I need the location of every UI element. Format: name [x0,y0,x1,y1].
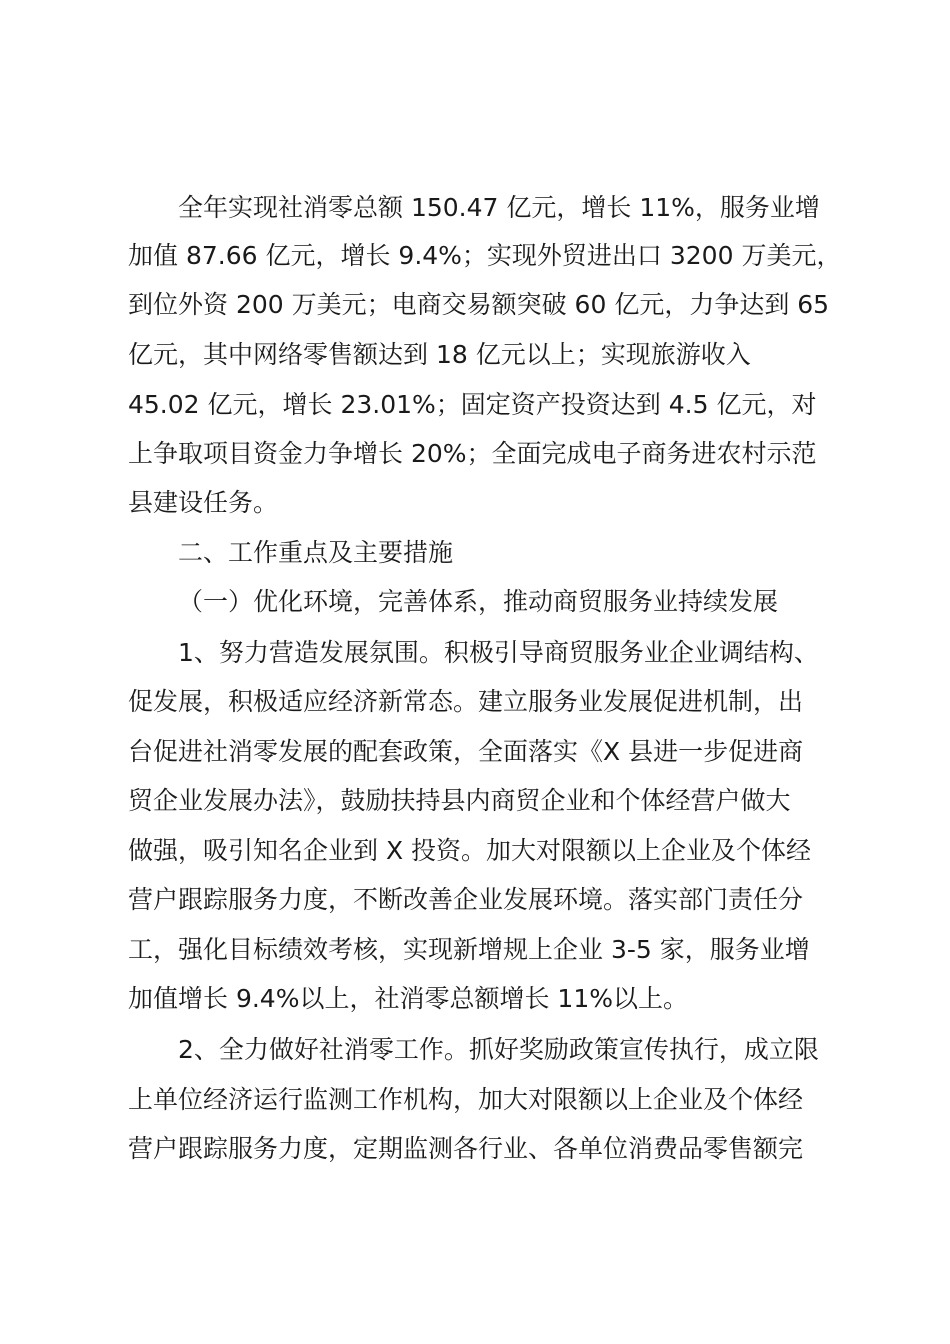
section-heading: 二、工作重点及主要措施 [178,538,454,567]
subsection-heading: （一）优化环境，完善体系，推动商贸服务业持续发展 [178,587,779,616]
text-line: 加值增长 9.4%以上，社消零总额增长 11%以上。 [128,984,688,1013]
text-line: 1、努力营造发展氛围。积极引导商贸服务业企业调结构、 [178,638,819,667]
text-line: 台促进社消零发展的配套政策，全面落实《X 县进一步促进商 [128,737,804,766]
text-line: 做强，吸引知名企业到 X 投资。加大对限额以上企业及个体经 [128,836,812,865]
text-line: 营户跟踪服务力度，不断改善企业发展环境。落实部门责任分 [128,885,804,914]
text-line: 促发展，积极适应经济新常态。建立服务业发展促进机制，出 [128,687,804,716]
text-line: 2、全力做好社消零工作。抓好奖励政策宣传执行，成立限 [178,1035,819,1064]
text-line: 亿元，其中网络零售额达到 18 亿元以上；实现旅游收入 [128,340,751,369]
text-line: 上单位经济运行监测工作机构，加大对限额以上企业及个体经 [128,1085,804,1114]
text-line: 贸企业发展办法》，鼓励扶持县内商贸企业和个体经营户做大 [128,786,791,815]
text-line: 到位外资 200 万美元；电商交易额突破 60 亿元，力争达到 65 [128,290,830,319]
text-line: 县建设任务。 [128,488,279,517]
text-line: 工，强化目标绩效考核，实现新增规上企业 3-5 家，服务业增 [128,935,810,964]
text-line: 全年实现社消零总额 150.47 亿元，增长 11%，服务业增 [178,193,820,222]
text-line: 加值 87.66 亿元，增长 9.4%；实现外贸进出口 3200 万美元， [128,241,842,270]
text-line: 45.02 亿元，增长 23.01%；固定资产投资达到 4.5 亿元，对 [128,390,817,419]
text-line: 上争取项目资金力争增长 20%；全面完成电子商务进农村示范 [128,439,817,468]
text-line: 营户跟踪服务力度，定期监测各行业、各单位消费品零售额完 [128,1134,804,1163]
